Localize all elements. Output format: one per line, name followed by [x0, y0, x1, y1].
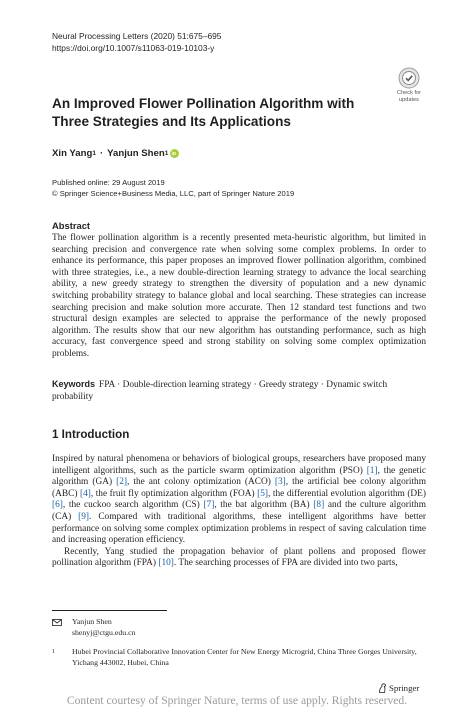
keywords-label: Keywords: [52, 379, 96, 389]
springer-logo: [378, 683, 419, 693]
citation-link[interactable]: [4]: [79, 488, 91, 499]
section-heading: 1 Introduction: [52, 428, 130, 441]
badge-label-line2: updates: [399, 97, 419, 103]
text-run: , the differential evolution algorithm (DE): [268, 488, 426, 499]
citation-link[interactable]: [2]: [116, 477, 127, 488]
paper-title: An Improved Flower Pollination Algorithm with Three Strategies and Its Applications: [52, 96, 355, 129]
check-for-updates-icon: [398, 67, 420, 89]
citation-link[interactable]: [9]: [78, 511, 90, 522]
journal-header: [52, 31, 221, 54]
text-run: , the genetic algorithm (GA): [52, 465, 426, 488]
correspondence-text: [72, 617, 135, 639]
orcid-icon[interactable]: [170, 149, 179, 158]
author-affiliation-mark: 1: [164, 150, 169, 157]
doi-link[interactable]: https://doi.org/10.1007/s11063-019-10103-y: [52, 42, 215, 53]
text-run: , the cuckoo search algorithm (CS): [62, 500, 204, 511]
citation-link[interactable]: [6]: [52, 500, 63, 511]
author-name[interactable]: Xin Yang: [52, 148, 93, 159]
badge-label-line1: Check for: [397, 90, 421, 96]
text-run: , the ant colony optimization (ACO): [127, 477, 275, 488]
envelope-icon: [52, 619, 62, 626]
text-run: , the bat algorithm (BA): [214, 500, 314, 511]
corresponding-author-name: Yanjun Shen: [72, 617, 112, 626]
keywords: [52, 379, 426, 403]
text-run: Recently, Yang studied the propagation behavior of plant pollens and proposed flower pollination algorithm (FPA): [52, 546, 426, 569]
author-affiliation-mark: 1: [92, 150, 96, 157]
abstract-text: The flower pollination algorithm is a recently presented meta-heuristic algorithm, but limited in searching precision and convergence rate when solving some complex problems. In order to enhance its performance, this paper proposes an improved flower pollination algorithm, combined with three strategies, i.e., a new double-direction learning strategy to advance the local searching ability, a new greedy strategy to strengthen the diversity of population and a new dynamic switching probability strategy to balance global and local searching. These strategies can increase searching precision and make solution more accurate. Then 12 standard test functions and two structural design examples are selected to appraise the performance of the newly proposed algorithm. The results show that our new algorithm has outstanding performance, such as high accuracy, fast convergence speed and strong stability on solving some complex optimization problems.: [52, 233, 426, 359]
citation-link[interactable]: [7]: [203, 500, 215, 511]
affiliation-number: 1: [52, 649, 55, 655]
text-run: , the fruit fly optimization algorithm (FOA): [90, 488, 258, 499]
citation-link[interactable]: [1]: [366, 465, 378, 476]
citation-link[interactable]: [3]: [274, 477, 286, 488]
author-name[interactable]: Yanjun Shen: [107, 148, 165, 159]
springer-horse-icon: [378, 683, 387, 693]
journal-citation: Neural Processing Letters (2020) 51:675–695: [52, 31, 222, 41]
text-run: and the culture algorithm (CA): [52, 500, 426, 522]
published-date: Published online: 29 August 2019: [52, 178, 165, 187]
author-separator: ·: [99, 148, 104, 159]
corresponding-author-email[interactable]: shenyj@ctgu.edu.cn: [72, 627, 136, 637]
text-run: . Compared with traditional algorithms, these intelligent algorithms have better performance on solving some complex optimization problems in respect of saving calculation time and increasing operation efficiency.: [52, 511, 426, 546]
abstract-heading: Abstract: [52, 220, 91, 231]
text-run: . The searching processes of FPA are divided into two parts,: [173, 558, 398, 569]
paragraph: [52, 547, 426, 570]
affiliation-text: Hubei Provincial Collaborative Innovation Center for New Energy Microgrid, China Three Gorges University, Yichang 443002, Hubei, China: [72, 647, 417, 667]
text-run: , the artificial bee colony algorithm (ABC): [52, 477, 426, 499]
footnote-rule: [52, 610, 167, 611]
check-for-updates-badge[interactable]: [389, 67, 429, 103]
citation-link[interactable]: [5]: [257, 488, 269, 499]
author-list: [52, 148, 179, 159]
courtesy-notice: Content courtesy of Springer Nature, terms of use apply. Rights reserved.: [66, 694, 408, 707]
citation-link[interactable]: [8]: [313, 500, 325, 511]
paragraph: [52, 454, 426, 547]
keywords-text: FPA · Double-direction learning strategy · Greedy strategy · Dynamic switch probability: [52, 380, 388, 402]
copyright-notice: © Springer Science+Business Media, LLC, part of Springer Nature 2019: [52, 188, 295, 198]
citation-link[interactable]: [10]: [158, 558, 174, 569]
section-body: [52, 454, 426, 570]
springer-wordmark: Springer: [389, 683, 420, 693]
publication-info: [52, 178, 294, 199]
text-run: Inspired by natural phenomena or behaviors of biological groups, researchers have proposed many intelligent algorithms, such as the particle swarm optimization algorithm (PSO): [52, 454, 426, 476]
